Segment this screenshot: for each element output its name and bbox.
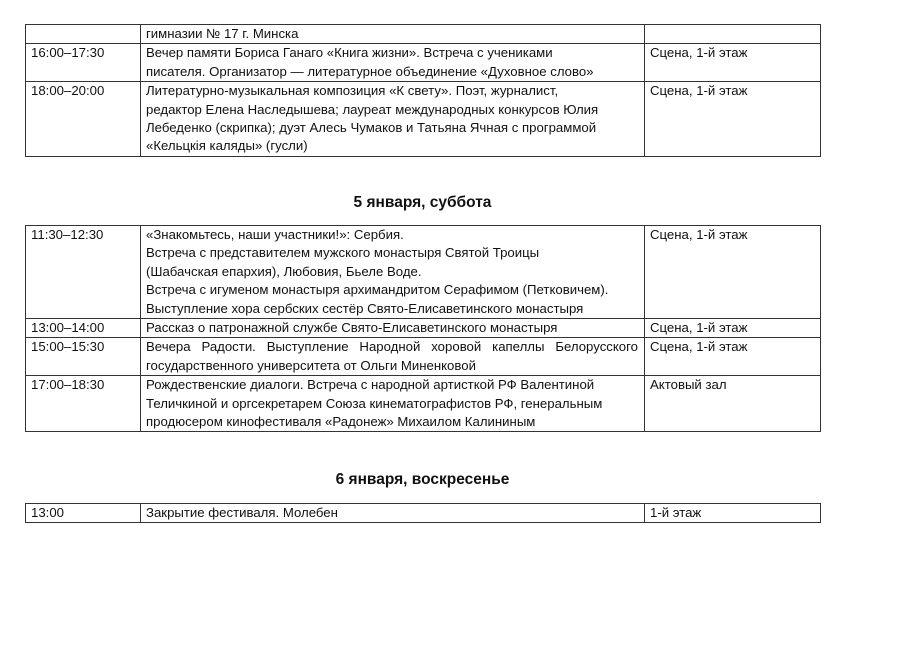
table-row	[26, 25, 821, 44]
event-line: Рассказ о патронажной службе Свято-Елисаветинского монастыря	[146, 320, 558, 336]
table-row	[26, 376, 821, 432]
event-line: писателя. Организатор — литературное объединение «Духовное слово»	[146, 63, 594, 79]
place-cell: Сцена, 1-й этаж	[645, 82, 821, 157]
place-cell: Сцена, 1-й этаж	[645, 319, 821, 338]
event-line: Лебеденко (скрипка); дуэт Алесь Чумаков и Татьяна Ячная с программой	[146, 120, 597, 136]
event-line: гимназии № 17 г. Минска	[146, 26, 299, 41]
event-cell	[141, 44, 645, 82]
day-heading: 5 января, суббота	[353, 194, 492, 211]
time-cell	[26, 25, 141, 44]
table-row	[26, 338, 821, 376]
event-line: Выступление хора сербских сестёр Свято-Елисаветинского монастыря	[146, 300, 584, 316]
day-heading: 6 января, воскресенье	[335, 471, 510, 488]
table-row	[26, 44, 821, 82]
event-cell	[141, 338, 645, 376]
event-line: продюсером кинофестиваля «Радонеж» Михаилом Калининым	[146, 414, 536, 430]
time-cell: 13:00–14:00	[26, 319, 141, 338]
event-cell	[141, 376, 645, 432]
event-line: Закрытие фестиваля. Молебен	[146, 505, 338, 520]
time-cell: 18:00–20:00	[26, 82, 141, 157]
time-cell: 11:30–12:30	[26, 226, 141, 319]
event-line: Встреча с игуменом монастыря архимандритом Серафимом (Петковичем).	[146, 282, 609, 298]
schedule-table-jan6	[25, 503, 821, 523]
event-line: государственного университета от Ольги Миненковой	[146, 357, 476, 373]
place-cell	[645, 25, 821, 44]
table-row	[26, 82, 821, 157]
event-cell	[141, 319, 645, 338]
event-cell	[141, 504, 645, 523]
event-line: редактор Елена Наследышева; лауреат международных конкурсов Юлия	[146, 101, 599, 117]
event-line: «Кельцкія каляды» (гусли)	[146, 138, 308, 154]
event-line: (Шабачская епархия), Любовия, Бьеле Воде.	[146, 263, 422, 279]
event-line: Теличкиной и оргсекретарем Союза кинематографистов РФ, генеральным	[146, 395, 603, 411]
schedule-table-continued	[25, 24, 821, 157]
place-cell: Сцена, 1-й этаж	[645, 44, 821, 82]
time-cell: 13:00	[26, 504, 141, 523]
table-row	[26, 504, 821, 523]
time-cell: 15:00–15:30	[26, 338, 141, 376]
time-cell: 16:00–17:30	[26, 44, 141, 82]
place-cell: 1-й этаж	[645, 504, 821, 523]
table-row	[26, 226, 821, 319]
place-cell: Актовый зал	[645, 376, 821, 432]
event-line: Вечер памяти Бориса Ганаго «Книга жизни». Встреча с учениками	[146, 45, 553, 61]
event-cell	[141, 25, 645, 44]
event-line: Встреча с представителем мужского монастыря Святой Троицы	[146, 245, 540, 261]
event-cell	[141, 226, 645, 319]
place-cell: Сцена, 1-й этаж	[645, 338, 821, 376]
time-cell: 17:00–18:30	[26, 376, 141, 432]
event-line: Рождественские диалоги. Встреча с народной артисткой РФ Валентиной	[146, 377, 595, 393]
event-line: Вечера Радости. Выступление Народной хоровой капеллы Белорусского	[146, 339, 638, 355]
place-cell: Сцена, 1-й этаж	[645, 226, 821, 319]
event-cell	[141, 82, 645, 157]
schedule-table-jan5	[25, 225, 821, 432]
event-line: «Знакомьтесь, наши участники!»: Сербия.	[146, 227, 404, 242]
event-line: Литературно-музыкальная композиция «К свету». Поэт, журналист,	[146, 83, 559, 99]
table-row	[26, 319, 821, 338]
